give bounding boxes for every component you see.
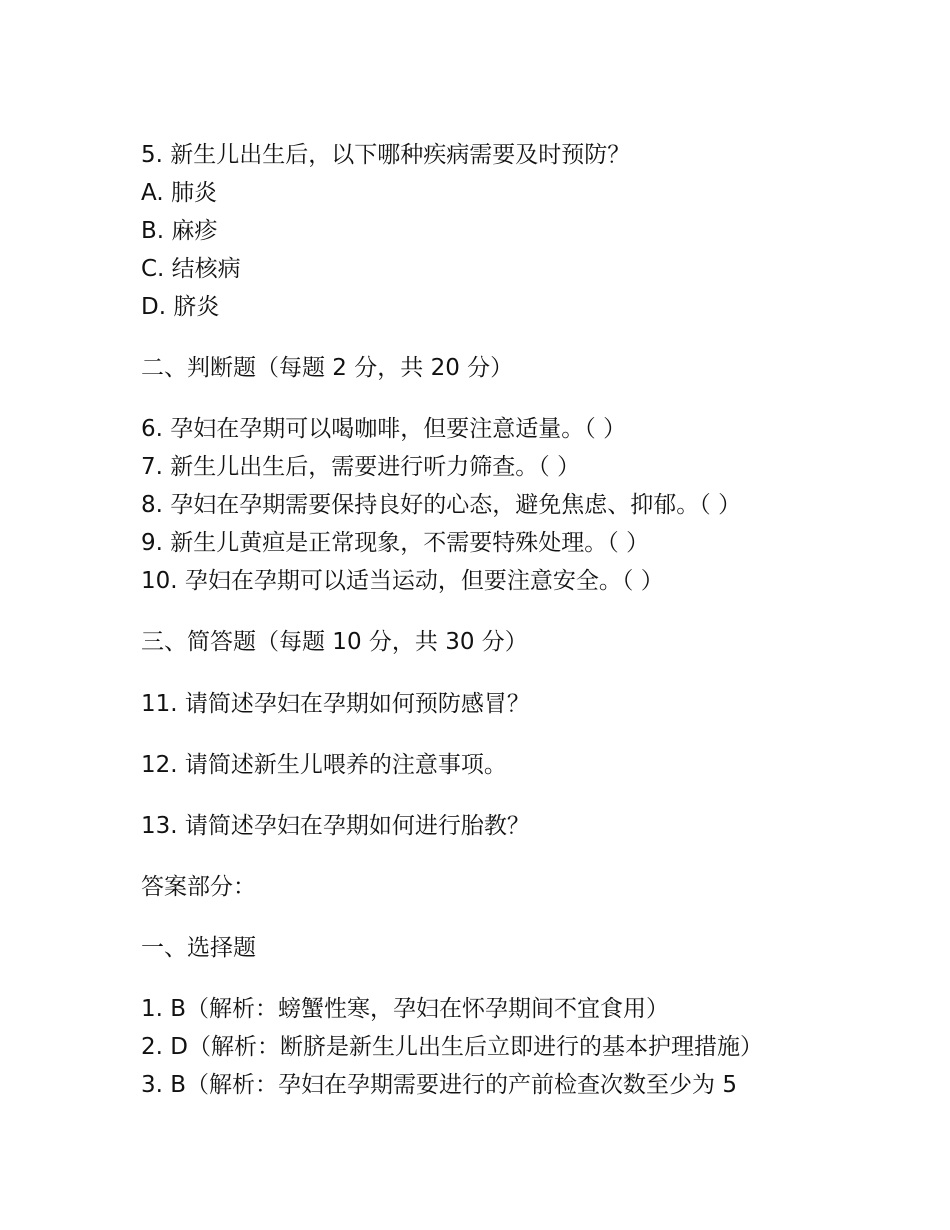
question-11: 11. 请简述孕妇在孕期如何预防感冒？ (141, 691, 530, 717)
question-12: 12. 请简述新生儿喂养的注意事项。 (141, 752, 507, 778)
answers-section-1-heading: 一、选择题 (141, 935, 256, 961)
question-9: 9. 新生儿黄疸是正常现象，不需要特殊处理。（ ） (141, 530, 650, 556)
answer-1: 1. B（解析：螃蟹性寒，孕妇在怀孕期间不宜食用） (141, 996, 670, 1022)
question-10: 10. 孕妇在孕期可以适当运动，但要注意安全。（ ） (141, 568, 664, 594)
answer-2: 2. D（解析：断脐是新生儿出生后立即进行的基本护理措施） (141, 1034, 763, 1060)
answers-heading: 答案部分： (141, 874, 256, 900)
option-d: D. 脐炎 (141, 294, 220, 320)
question-13: 13. 请简述孕妇在孕期如何进行胎教？ (141, 813, 530, 839)
answer-3: 3. B（解析：孕妇在孕期需要进行的产前检查次数至少为 5 (141, 1072, 737, 1098)
question-5-stem: 5. 新生儿出生后，以下哪种疾病需要及时预防？ (141, 142, 631, 168)
section-3-heading: 三、简答题（每题 10 分，共 30 分） (141, 629, 528, 655)
question-8: 8. 孕妇在孕期需要保持良好的心态，避免焦虑、抑郁。（ ） (141, 492, 742, 518)
question-7: 7. 新生儿出生后，需要进行听力筛查。（ ） (141, 454, 581, 480)
section-2-heading: 二、判断题（每题 2 分，共 20 分） (141, 355, 514, 381)
option-c: C. 结核病 (141, 256, 241, 282)
option-a: A. 肺炎 (141, 180, 217, 206)
option-b: B. 麻疹 (141, 218, 218, 244)
question-6: 6. 孕妇在孕期可以喝咖啡，但要注意适量。（ ） (141, 416, 627, 442)
